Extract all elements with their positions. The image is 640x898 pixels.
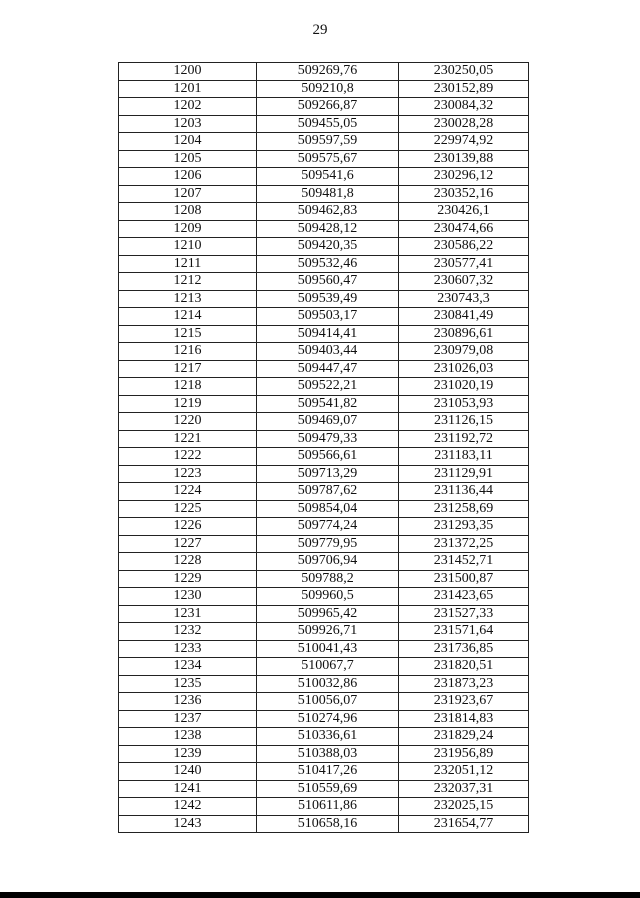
y-coordinate-cell: 230028,28 <box>399 115 529 133</box>
table-row <box>119 588 529 606</box>
y-coordinate-cell: 231136,44 <box>399 483 529 501</box>
y-coordinate-cell: 230139,88 <box>399 150 529 168</box>
y-coordinate-cell: 231923,67 <box>399 693 529 711</box>
y-coordinate-cell: 231500,87 <box>399 570 529 588</box>
table-row <box>119 465 529 483</box>
y-coordinate-cell: 231873,23 <box>399 675 529 693</box>
y-coordinate-cell: 231736,85 <box>399 640 529 658</box>
table-row <box>119 483 529 501</box>
y-coordinate-cell: 231192,72 <box>399 430 529 448</box>
x-coordinate-cell: 509541,6 <box>257 168 399 186</box>
table-row <box>119 238 529 256</box>
y-coordinate-cell: 230152,89 <box>399 80 529 98</box>
table-row <box>119 343 529 361</box>
x-coordinate-cell: 510559,69 <box>257 780 399 798</box>
point-number-cell: 1233 <box>119 640 257 658</box>
table-row <box>119 325 529 343</box>
x-coordinate-cell: 509522,21 <box>257 378 399 396</box>
y-coordinate-cell: 230896,61 <box>399 325 529 343</box>
point-number-cell: 1240 <box>119 763 257 781</box>
y-coordinate-cell: 232051,12 <box>399 763 529 781</box>
point-number-cell: 1230 <box>119 588 257 606</box>
point-number-cell: 1216 <box>119 343 257 361</box>
table-row <box>119 220 529 238</box>
table-row <box>119 133 529 151</box>
point-number-cell: 1213 <box>119 290 257 308</box>
coordinates-table <box>118 62 529 833</box>
x-coordinate-cell: 509854,04 <box>257 500 399 518</box>
table-row <box>119 640 529 658</box>
scan-bottom-edge <box>0 892 640 898</box>
y-coordinate-cell: 230084,32 <box>399 98 529 116</box>
table-row <box>119 63 529 81</box>
y-coordinate-cell: 231293,35 <box>399 518 529 536</box>
table-row <box>119 168 529 186</box>
y-coordinate-cell: 231527,33 <box>399 605 529 623</box>
table-row <box>119 360 529 378</box>
point-number-cell: 1221 <box>119 430 257 448</box>
x-coordinate-cell: 509926,71 <box>257 623 399 641</box>
x-coordinate-cell: 509541,82 <box>257 395 399 413</box>
y-coordinate-cell: 230352,16 <box>399 185 529 203</box>
x-coordinate-cell: 509403,44 <box>257 343 399 361</box>
x-coordinate-cell: 509713,29 <box>257 465 399 483</box>
x-coordinate-cell: 510417,26 <box>257 763 399 781</box>
y-coordinate-cell: 231820,51 <box>399 658 529 676</box>
x-coordinate-cell: 509266,87 <box>257 98 399 116</box>
x-coordinate-cell: 509532,46 <box>257 255 399 273</box>
page-number: 29 <box>312 22 328 38</box>
coordinates-table-body <box>119 63 529 833</box>
point-number-cell: 1225 <box>119 500 257 518</box>
point-number-cell: 1204 <box>119 133 257 151</box>
x-coordinate-cell: 509210,8 <box>257 80 399 98</box>
x-coordinate-cell: 510056,07 <box>257 693 399 711</box>
y-coordinate-cell: 230426,1 <box>399 203 529 221</box>
x-coordinate-cell: 509706,94 <box>257 553 399 571</box>
table-row <box>119 693 529 711</box>
point-number-cell: 1201 <box>119 80 257 98</box>
point-number-cell: 1220 <box>119 413 257 431</box>
point-number-cell: 1237 <box>119 710 257 728</box>
x-coordinate-cell: 510388,03 <box>257 745 399 763</box>
table-row <box>119 745 529 763</box>
point-number-cell: 1243 <box>119 815 257 833</box>
table-row <box>119 430 529 448</box>
table-row <box>119 658 529 676</box>
x-coordinate-cell: 509420,35 <box>257 238 399 256</box>
point-number-cell: 1215 <box>119 325 257 343</box>
y-coordinate-cell: 229974,92 <box>399 133 529 151</box>
table-row <box>119 150 529 168</box>
point-number-cell: 1235 <box>119 675 257 693</box>
point-number-cell: 1231 <box>119 605 257 623</box>
table-row <box>119 413 529 431</box>
point-number-cell: 1207 <box>119 185 257 203</box>
x-coordinate-cell: 510611,86 <box>257 798 399 816</box>
x-coordinate-cell: 509539,49 <box>257 290 399 308</box>
point-number-cell: 1227 <box>119 535 257 553</box>
table-row <box>119 710 529 728</box>
y-coordinate-cell: 231053,93 <box>399 395 529 413</box>
table-row <box>119 535 529 553</box>
x-coordinate-cell: 509455,05 <box>257 115 399 133</box>
table-row <box>119 500 529 518</box>
x-coordinate-cell: 509447,47 <box>257 360 399 378</box>
y-coordinate-cell: 231829,24 <box>399 728 529 746</box>
point-number-cell: 1236 <box>119 693 257 711</box>
y-coordinate-cell: 232025,15 <box>399 798 529 816</box>
point-number-cell: 1210 <box>119 238 257 256</box>
point-number-cell: 1241 <box>119 780 257 798</box>
x-coordinate-cell: 509479,33 <box>257 430 399 448</box>
table-row <box>119 290 529 308</box>
y-coordinate-cell: 231452,71 <box>399 553 529 571</box>
x-coordinate-cell: 509414,41 <box>257 325 399 343</box>
x-coordinate-cell: 509481,8 <box>257 185 399 203</box>
point-number-cell: 1203 <box>119 115 257 133</box>
x-coordinate-cell: 509960,5 <box>257 588 399 606</box>
y-coordinate-cell: 230474,66 <box>399 220 529 238</box>
x-coordinate-cell: 509787,62 <box>257 483 399 501</box>
y-coordinate-cell: 230607,32 <box>399 273 529 291</box>
x-coordinate-cell: 510067,7 <box>257 658 399 676</box>
x-coordinate-cell: 509560,47 <box>257 273 399 291</box>
point-number-cell: 1226 <box>119 518 257 536</box>
table-row <box>119 605 529 623</box>
point-number-cell: 1218 <box>119 378 257 396</box>
table-row <box>119 255 529 273</box>
point-number-cell: 1232 <box>119 623 257 641</box>
point-number-cell: 1217 <box>119 360 257 378</box>
x-coordinate-cell: 509788,2 <box>257 570 399 588</box>
x-coordinate-cell: 510336,61 <box>257 728 399 746</box>
x-coordinate-cell: 510274,96 <box>257 710 399 728</box>
y-coordinate-cell: 231126,15 <box>399 413 529 431</box>
table-row <box>119 98 529 116</box>
x-coordinate-cell: 509965,42 <box>257 605 399 623</box>
table-row <box>119 185 529 203</box>
point-number-cell: 1219 <box>119 395 257 413</box>
y-coordinate-cell: 231026,03 <box>399 360 529 378</box>
point-number-cell: 1238 <box>119 728 257 746</box>
x-coordinate-cell: 509269,76 <box>257 63 399 81</box>
y-coordinate-cell: 232037,31 <box>399 780 529 798</box>
x-coordinate-cell: 509575,67 <box>257 150 399 168</box>
point-number-cell: 1200 <box>119 63 257 81</box>
x-coordinate-cell: 509428,12 <box>257 220 399 238</box>
point-number-cell: 1234 <box>119 658 257 676</box>
table-row <box>119 780 529 798</box>
y-coordinate-cell: 230296,12 <box>399 168 529 186</box>
table-row <box>119 798 529 816</box>
x-coordinate-cell: 509779,95 <box>257 535 399 553</box>
y-coordinate-cell: 231129,91 <box>399 465 529 483</box>
point-number-cell: 1202 <box>119 98 257 116</box>
y-coordinate-cell: 230743,3 <box>399 290 529 308</box>
point-number-cell: 1222 <box>119 448 257 466</box>
table-row <box>119 553 529 571</box>
y-coordinate-cell: 231183,11 <box>399 448 529 466</box>
y-coordinate-cell: 231814,83 <box>399 710 529 728</box>
point-number-cell: 1211 <box>119 255 257 273</box>
point-number-cell: 1208 <box>119 203 257 221</box>
table-row <box>119 80 529 98</box>
table-row <box>119 115 529 133</box>
x-coordinate-cell: 509597,59 <box>257 133 399 151</box>
x-coordinate-cell: 509469,07 <box>257 413 399 431</box>
point-number-cell: 1228 <box>119 553 257 571</box>
table-row <box>119 308 529 326</box>
x-coordinate-cell: 510658,16 <box>257 815 399 833</box>
x-coordinate-cell: 509566,61 <box>257 448 399 466</box>
y-coordinate-cell: 230979,08 <box>399 343 529 361</box>
y-coordinate-cell: 231654,77 <box>399 815 529 833</box>
y-coordinate-cell: 231258,69 <box>399 500 529 518</box>
table-row <box>119 395 529 413</box>
point-number-cell: 1239 <box>119 745 257 763</box>
y-coordinate-cell: 230586,22 <box>399 238 529 256</box>
table-row <box>119 203 529 221</box>
x-coordinate-cell: 510032,86 <box>257 675 399 693</box>
y-coordinate-cell: 231423,65 <box>399 588 529 606</box>
y-coordinate-cell: 231372,25 <box>399 535 529 553</box>
table-row <box>119 675 529 693</box>
point-number-cell: 1224 <box>119 483 257 501</box>
point-number-cell: 1209 <box>119 220 257 238</box>
x-coordinate-cell: 510041,43 <box>257 640 399 658</box>
table-row <box>119 763 529 781</box>
table-row <box>119 570 529 588</box>
x-coordinate-cell: 509462,83 <box>257 203 399 221</box>
table-row <box>119 728 529 746</box>
y-coordinate-cell: 231020,19 <box>399 378 529 396</box>
table-row <box>119 448 529 466</box>
x-coordinate-cell: 509774,24 <box>257 518 399 536</box>
point-number-cell: 1229 <box>119 570 257 588</box>
y-coordinate-cell: 230841,49 <box>399 308 529 326</box>
point-number-cell: 1223 <box>119 465 257 483</box>
y-coordinate-cell: 231956,89 <box>399 745 529 763</box>
point-number-cell: 1206 <box>119 168 257 186</box>
point-number-cell: 1242 <box>119 798 257 816</box>
y-coordinate-cell: 230577,41 <box>399 255 529 273</box>
y-coordinate-cell: 231571,64 <box>399 623 529 641</box>
table-row <box>119 815 529 833</box>
point-number-cell: 1212 <box>119 273 257 291</box>
x-coordinate-cell: 509503,17 <box>257 308 399 326</box>
table-row <box>119 518 529 536</box>
point-number-cell: 1205 <box>119 150 257 168</box>
table-row <box>119 378 529 396</box>
y-coordinate-cell: 230250,05 <box>399 63 529 81</box>
table-row <box>119 623 529 641</box>
table-row <box>119 273 529 291</box>
point-number-cell: 1214 <box>119 308 257 326</box>
